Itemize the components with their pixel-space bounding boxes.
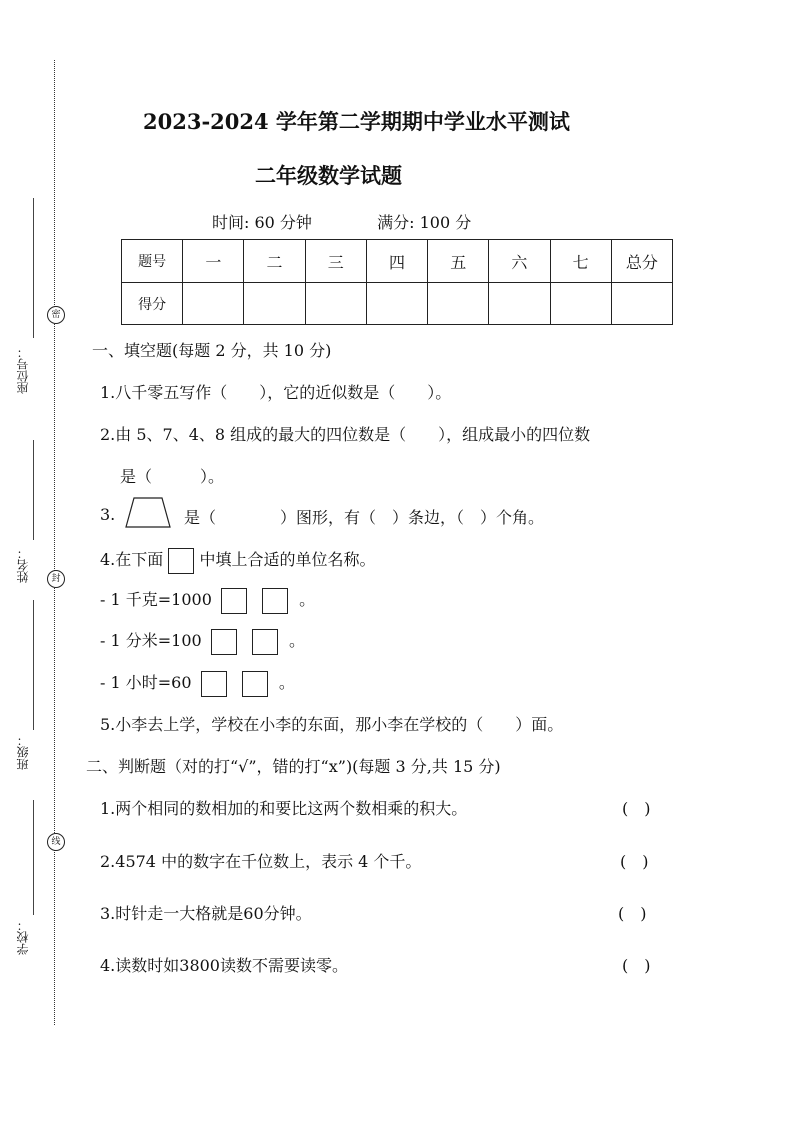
score-table-header-label: 题号	[122, 240, 183, 283]
seal-mark-feng: 封	[47, 570, 65, 588]
score-table-header-total: 总分	[611, 240, 672, 283]
judge-answer-3[interactable]: ( )	[618, 904, 647, 923]
score-table-header-3: 三	[305, 240, 366, 283]
score-table	[121, 239, 673, 325]
period: 。	[299, 590, 316, 609]
score-cell[interactable]	[305, 283, 366, 325]
score-cell[interactable]	[550, 283, 611, 325]
section2-heading: 二、判断题（对的打“√”，错的打“x”)(每题 3 分,共 15 分)	[86, 757, 501, 776]
score-table-header-1: 一	[183, 240, 244, 283]
judge-question-3: 3.时针走一大格就是60分钟。	[100, 904, 312, 923]
judge-question-2: 2.4574 中的数字在千位数上，表示 4 个千。	[100, 852, 422, 871]
judge-answer-2[interactable]: ( )	[620, 852, 649, 871]
question-1-4-item-1	[100, 587, 315, 614]
exam-meta	[212, 210, 471, 233]
question-1-2-line2: 是（ ）。	[120, 467, 225, 486]
score-table-header-2: 二	[244, 240, 305, 283]
period: 。	[289, 631, 306, 650]
seal-mark-mi: 密	[47, 306, 65, 324]
question-1-1: 1.八千零五写作（ ），它的近似数是（ ）。	[100, 383, 452, 402]
question-1-3-number: 3.	[100, 505, 116, 524]
class-underline	[33, 600, 34, 730]
score-table-header-4: 四	[366, 240, 427, 283]
answer-box[interactable]	[211, 629, 237, 655]
item-3-text: - 1 小时=60	[100, 673, 192, 692]
question-1-4	[100, 547, 375, 574]
score-table-header-6: 六	[489, 240, 550, 283]
score-row-label: 得分	[122, 283, 183, 325]
item-1-text: - 1 千克=1000	[100, 590, 212, 609]
answer-box[interactable]	[201, 671, 227, 697]
score-table-header-5: 五	[428, 240, 489, 283]
answer-box[interactable]	[221, 588, 247, 614]
seat-underline	[33, 198, 34, 338]
score-cell[interactable]	[366, 283, 427, 325]
question-1-4-item-3	[100, 670, 295, 697]
judge-question-1: 1.两个相同的数相加的和要比这两个数相乘的积大。	[100, 799, 468, 818]
exam-title: 2023-2024 学年第二学期期中学业水平测试	[143, 109, 570, 134]
score-cell[interactable]	[428, 283, 489, 325]
seat-label: 座位号：	[16, 346, 30, 394]
answer-box[interactable]	[252, 629, 278, 655]
school-label: 学校：	[16, 919, 30, 956]
score-cell[interactable]	[489, 283, 550, 325]
question-1-3-text: 是（ ）图形，有（ ）条边，（ ）个角。	[184, 508, 545, 527]
judge-question-4: 4.读数时如3800读数不需要读零。	[100, 956, 348, 975]
name-label: 姓名：	[16, 547, 30, 583]
score-cell[interactable]	[611, 283, 672, 325]
score-cell[interactable]	[183, 283, 244, 325]
full-score: 满分: 100 分	[377, 213, 472, 232]
section1-heading: 一、填空题(每题 2 分，共 10 分)	[92, 341, 332, 360]
question-1-5: 5.小李去上学，学校在小李的东面，那小李在学校的（ ）面。	[100, 715, 564, 734]
question-1-4-intro: 4.在下面	[100, 550, 164, 569]
binding-dotted-line	[54, 60, 55, 1025]
period: 。	[278, 673, 295, 692]
item-2-text: - 1 分米=100	[100, 631, 202, 650]
school-underline	[33, 800, 34, 915]
class-label: 班级：	[16, 734, 30, 771]
seal-mark-xian: 线	[47, 833, 65, 851]
judge-answer-4[interactable]: ( )	[622, 956, 651, 975]
score-cell[interactable]	[244, 283, 305, 325]
score-table-header-7: 七	[550, 240, 611, 283]
exam-subtitle: 二年级数学试题	[255, 163, 402, 188]
example-answer-box	[168, 548, 194, 574]
question-1-4-instruction: 中填上合适的单位名称。	[199, 550, 376, 569]
trapezoid-shape	[124, 496, 172, 530]
question-1-2-line1: 2.由 5、7、4、8 组成的最大的四位数是（ ），组成最小的四位数	[100, 425, 591, 444]
question-1-4-item-2	[100, 628, 305, 655]
answer-box[interactable]	[262, 588, 288, 614]
answer-box[interactable]	[242, 671, 268, 697]
time-limit: 时间: 60 分钟	[212, 213, 312, 232]
judge-answer-1[interactable]: ( )	[622, 799, 651, 818]
name-underline	[33, 440, 34, 540]
